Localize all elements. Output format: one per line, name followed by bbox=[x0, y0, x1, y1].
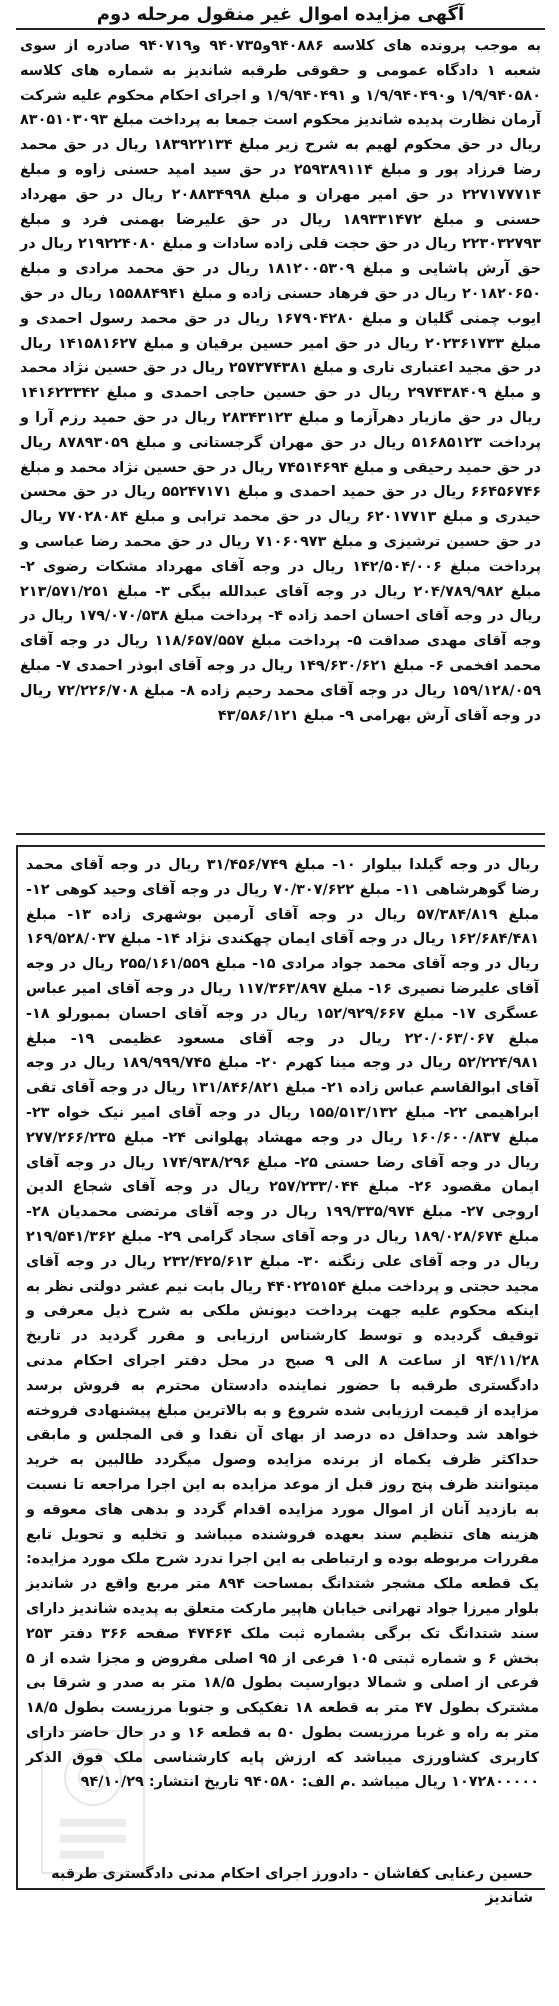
notice-body-continued bbox=[26, 853, 539, 1856]
notice-title: آگهی مزایده اموال غیر منقول مرحله دوم bbox=[16, 2, 545, 30]
notice-column-top bbox=[16, 30, 545, 827]
column-divider bbox=[16, 833, 545, 835]
notice-column-bottom bbox=[16, 845, 545, 1906]
notice-signature: حسین رعنایی کفاشان - دادورز اجرای احکام مدنی دادگستری طرقبه شاندیز bbox=[51, 1866, 533, 1906]
notice-body-part1: به موجب پرونده های کلاسه ۹۴۰۸۸۶و۹۴۰۷۳۵ و۹۴۰۷۱۹ صادره از سوی شعبه ۱ دادگاه عمومی و حقوقی طرقبه شاندیز به شماره های کلاسه ۱/۹/۹۴۰۵۸۰ و۱/۹/۹۴۰۴۹۰ و ۱/۹/۹۴۰۴۹۱ و اجرای احکام محکوم علیه شرکت آرمان نظارت پدیده شاندیز محکوم است جمعا به پرداخت مبلغ ۸۳۰۵۱۰۳۰۹۳ ریال در حق محکوم لهیم به شرح زیر مبلغ ۱۸۳۹۲۲۱۳۴ ریال در حق محمد رضا فرزاد پور و مبلغ ۲۵۹۳۸۹۱۱۴ در حق سید امید حسنی زاوه و مبلغ ۲۲۷۱۷۷۷۱۴ در حق امیر مهران و مبلغ ۲۰۸۸۳۴۹۹۸ ریال در حق مهرداد حسنی و مبلغ ۱۸۹۳۳۱۴۷۲ ریال در حق علیرضا بهمنی فرد و مبلغ ۲۲۳۰۳۲۷۹۳ ریال در حق حجت قلی زاده سادات و مبلغ ۲۱۹۲۲۴۰۸۰ ریال در حق آرش پاشایی و مبلغ ۱۸۱۲۰۰۵۳۰۹ ریال در حق محمد مرادی و مبلغ ۲۰۱۸۲۰۶۵۰ ریال در حق فرهاد حسنی زاده و مبلغ ۱۵۵۸۸۴۹۴۱ ریال در حق ایوب چمنی گلیان و مبلغ ۱۶۷۹۰۴۲۸۰ ریال در حق محمد رسول احمدی و مبلغ ۲۰۲۳۶۱۷۳۳ ریال در حق امیر حسین برقیان و مبلغ ۱۴۱۵۸۱۶۲۷ ریال در حق مجید اعتباری ناری و مبلغ ۲۵۷۳۷۴۳۸۱ ریال در حق حسین نژاد محمد و مبلغ ۲۹۷۴۳۸۴۰۹ ریال در حق حسین حاجی احمدی و مبلغ ۱۴۱۶۲۳۳۴۲ ریال در حق مازیار دهرآزما و مبلغ ۲۸۳۴۳۱۲۳ ریال در حق حمید رزم آرا و پرداخت ۵۱۶۸۵۱۲۳ ریال در حق مهران گرجستانی و مبلغ ۸۷۸۹۳۰۵۹ ریال در حق حمید رحیقی و مبلغ ۷۴۵۱۴۶۹۴ ریال در حق حسین نژاد محمد و مبلغ ۶۶۴۵۶۷۴۶ ریال در حق حمید احمدی و مبلغ ۵۵۲۴۷۱۷۱ ریال در حق محسن حیدری و مبلغ ۶۲۰۱۷۷۱۳ ریال در حق محمد ترابی و مبلغ ۷۷۰۲۸۰۸۴ ریال در حق حسین ترشیزی و مبلغ ۷۱۰۶۰۹۷۳ ریال در حق محمد رضا عباسی و پرداخت مبلغ ۱۴۲/۵۰۴/۰۰۶ ریال در وجه آقای مهرداد مشکات رضوی ۲- مبلغ ۲۰۴/۷۸۹/۹۸۲ ریال در وجه آقای عبدالله بیگی ۳- مبلغ ۲۱۳/۵۷۱/۲۵۱ ریال در وجه آقای احسان احمد زاده ۴- پرداخت مبلغ ۱۷۹/۰۷۰/۵۳۸ ریال در وجه آقای مهدی صداقت ۵- پرداخت مبلغ ۱۱۸/۶۵۷/۵۵۷ ریال در وجه آقای محمد افخمی ۶- مبلغ ۱۴۹/۶۳۰/۶۲۱ ریال در وجه آقای ابوذر احمدی ۷- مبلغ ۱۵۹/۱۲۸/۰۵۹ ریال در وجه آقای محمد رحیم زاده ۸- مبلغ ۷۲/۲۲۶/۷۰۸ ریال در وجه آقای آرش بهرامی ۹- مبلغ ۴۳/۵۸۶/۱۲۱ bbox=[20, 38, 542, 724]
notice-body-part2: ریال در وجه گیلدا بیلوار ۱۰- مبلغ ۳۱/۴۵۶/۷۴۹ ریال در وجه آقای محمد رضا گوهرشاهی ۱۱- مبلغ ۷۰/۳۰۷/۶۲۲ ریال در وجه آقای وحید کوهی ۱۲- مبلغ ۵۷/۳۸۴/۸۱۹ ریال در وجه آقای آرمین بوشهری زاده ۱۳- مبلغ ۱۶۲/۶۸۴/۴۸۱ ریال در وجه آقای ایمان چهکندی نژاد ۱۴- مبلغ ۱۶۹/۵۲۸/۰۳۷ ریال در وجه آقای محمد جواد مرادی ۱۵- مبلغ ۲۵۵/۱۶۱/۵۵۹ ریال در وجه آقای علیرضا نصیری ۱۶- مبلغ ۱۱۷/۳۶۳/۸۹۷ ریال در وجه آقای امیر عباس عسگری ۱۷- مبلغ ۱۵۲/۹۲۹/۶۶۷ ریال در وجه آقای احسان بمبورلو ۱۸- مبلغ ۲۲۰/۰۶۳/۰۶۷ ریال در وجه آقای مسعود عظیمی ۱۹- مبلغ ۵۲/۲۲۴/۹۸۱ ریال در وجه مینا کهرم ۲۰- مبلغ ۱۸۹/۹۹۹/۷۴۵ ریال در وجه آقای ابوالقاسم عباس زاده ۲۱- مبلغ ۱۳۱/۸۴۶/۸۲۱ ریال در وجه آقای تقی ابراهیمی ۲۲- مبلغ ۱۵۵/۵۱۳/۱۳۲ ریال در وجه آقای امیر نیک خواه ۲۳- مبلغ ۱۶۰/۶۰۰/۸۳۷ ریال در وجه مهشاد پهلوانی ۲۴- مبلغ ۲۷۷/۲۶۶/۲۳۵ ریال در وجه آقای رضا حسنی ۲۵- مبلغ ۱۷۴/۹۳۸/۲۹۶ ریال در وجه آقای ایمان مقصود ۲۶- مبلغ ۲۵۷/۲۳۳/۰۴۴ ریال در وجه آقای شجاع الدین اروجی ۲۷- مبلغ ۱۹۹/۳۳۵/۹۷۴ ریال در وجه آقای مرتضی محمدیان ۲۸- مبلغ ۱۸۹/۰۲۸/۶۷۴ ریال در وجه آقای سجاد گرامی ۲۹- مبلغ ۲۱۹/۵۴۱/۳۶۲ ریال در وجه آقای علی زنگنه ۳۰- مبلغ ۲۳۲/۴۲۵/۶۱۳ ریال در وجه آقای مجید حجتی و پرداخت مبلغ ۴۴۰۲۲۵۱۵۴ ریال بابت نیم عشر دولتی نظر به اینکه محکوم علیه جهت پرداخت دیونش ملکی به شرح ذیل معرفی و توقیف گردیده و توسط کارشناس ارزیابی و مقرر گردید در تاریخ ۹۴/۱۱/۲۸ از ساعت ۸ الی ۹ صبح در محل دفتر اجرای احکام مدنی دادگستری طرقبه با حضور نماینده دادستان محترم به فروش برسد مزایده از قیمت ارزیابی شده شروع و به بالاترین مبلغ پیشنهادی فروخته خواهد شد وحداقل ده درصد از بهای آن نقدا و فی المجلس و مابقی حداکثر ظرف یکماه از برنده مزایده وصول میگردد طالبین به خرید میتوانند ظرف پنج روز قبل از موعد مزایده به این اجرا مراجعه تا نسبت به بازدید آنان از اموال مورد مزایده اقدام گردد و بدهی های معوقه و هزینه های تنظیم سند بعهده فروشنده میباشد و تخلیه و تحویل تابع مقررات مربوطه بوده و ارتباطی به این اجرا ندرد شرح ملک مورد مزایده: یک قطعه ملک مشجر شتدانگ بمساحت ۸۹۴ متر مربع واقع در شاندیز بلوار میرزا جواد تهرانی خیابان هاپیر مارکت متعلق به پدیده شاندیز دارای سند شتدانگ تک برگی بشماره ثبت ملک ۴۷۴۶۴ صفحه ۳۶۶ دفتر ۲۵۳ بخش ۶ و شماره ثبتی ۱۰۵ فرعی از ۹۵ اصلی مفروض و مجزا شده از ۵ فرعی از اصلی و شمالا دیوارسیت بطول ۱۸/۵ متر به صدر و شرقا بی مشترک بطول ۴۷ متر به قطعه ۱۸ تفکیکی و جنوبا مرزیست بطول ۱۸/۵ متر به راه و غربا مرزیست بطول ۵۰ به قطعه ۱۶ و در حال حاضر دارای کاربری کشاورزی میباشد که ارزش پایه کارشناسی ملک فوق الذکر ۱۰۷۲۸۰۰۰۰۰ ریال میباشد .م الف: ۹۴۰۵۸۰ تاریخ انتشار: ۹۴/۱۰/۲۹ bbox=[26, 857, 540, 1791]
